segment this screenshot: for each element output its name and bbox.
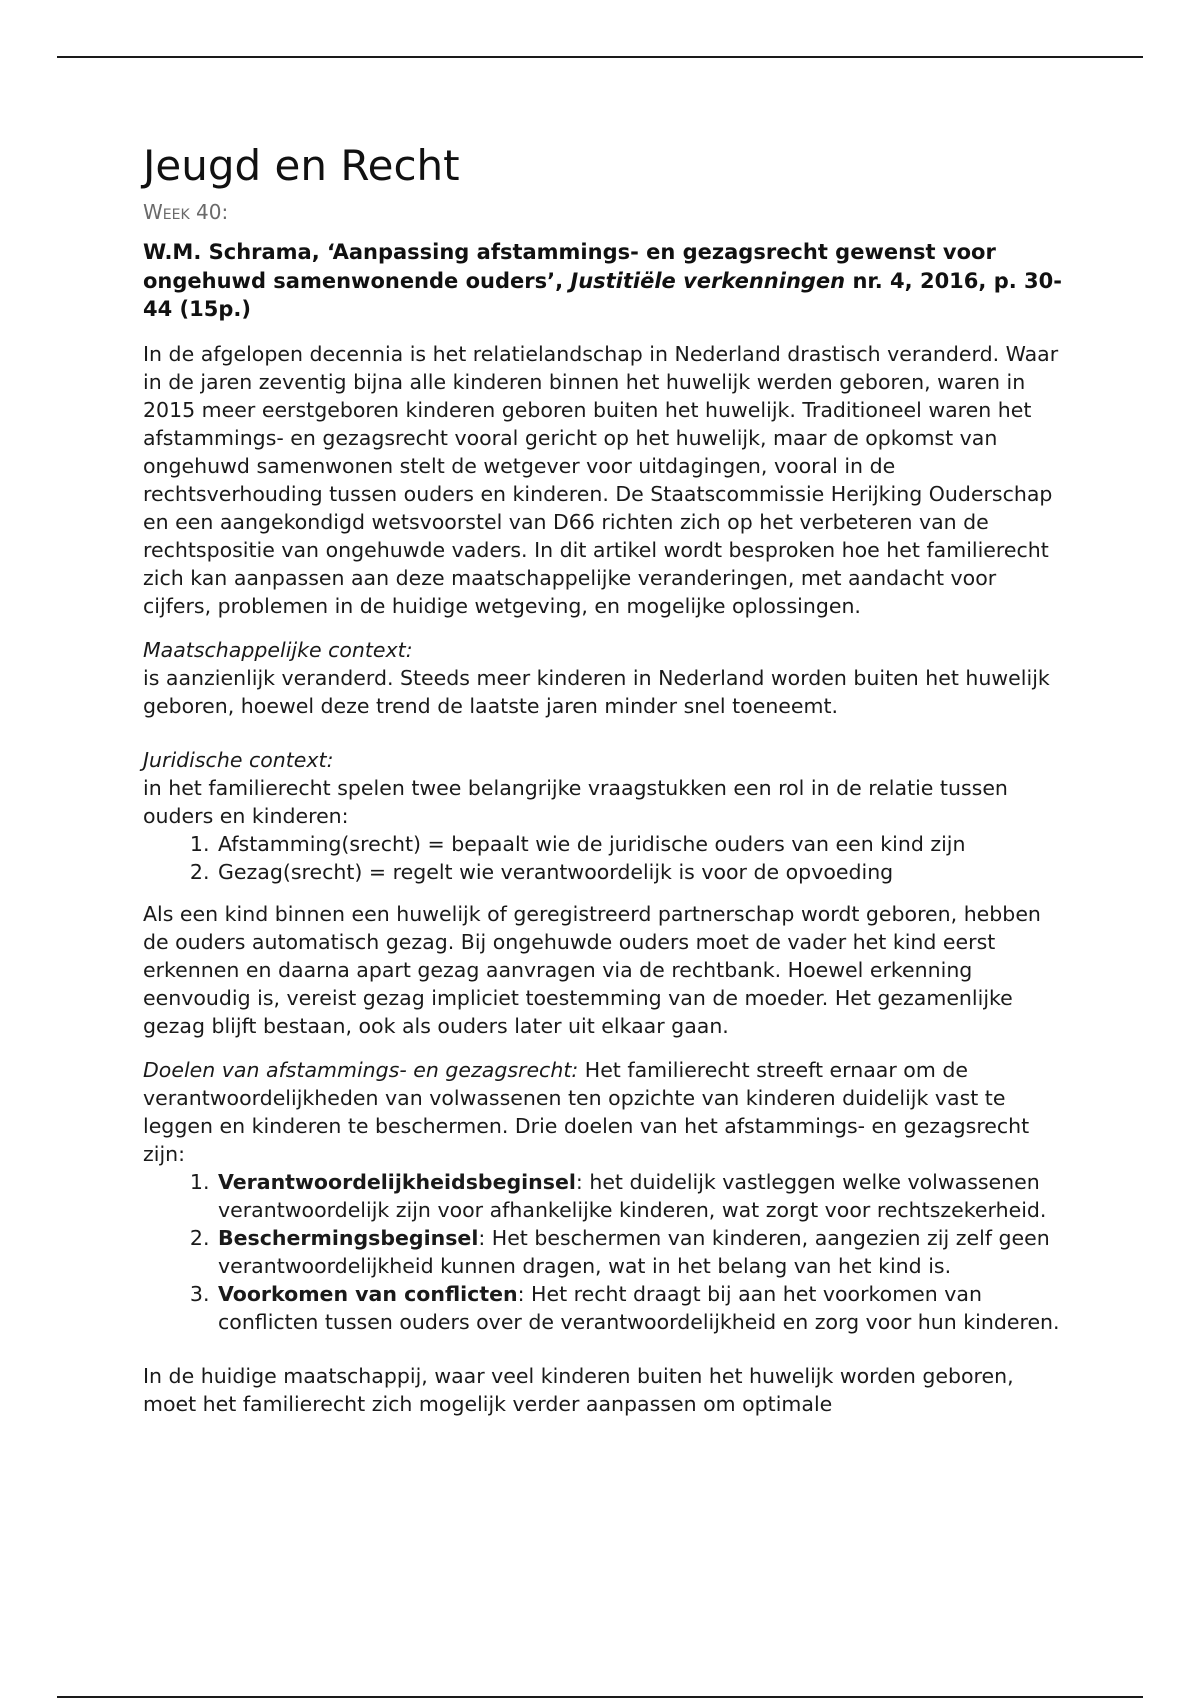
doelen-text: Het familierecht streeft ernaar om de verantwoordelijkheden van volwassenen ten opzichte van kinderen duidelijk vast te leggen en kinderen te beschermen. Drie doelen van het afstammings- en gezagsrecht zijn: — [143, 1057, 1030, 1166]
doelen-list — [143, 1168, 1063, 1336]
document-title: Jeugd en Recht — [143, 141, 460, 190]
list-item: 2. Gezag(srecht) = regelt wie verantwoordelijk is voor de opvoeding — [216, 858, 1063, 886]
juridische-list — [143, 830, 1063, 886]
juridische-context-text: in het familierecht spelen twee belangrijke vraagstukken een rol in de relatie tussen ouders en kinderen: — [143, 775, 1008, 828]
list-item: 1. Afstamming(srecht) = bepaalt wie de juridische ouders van een kind zijn — [216, 830, 1063, 858]
list-item: 1. Verantwoordelijkheidsbeginsel: het duidelijk vastleggen welke volwassenen verantwoordelijk zijn voor afhankelijke kinderen, wat zorgt voor rechtszekerheid. — [216, 1168, 1063, 1224]
maatschappelijke-context-text: is aanzienlijk veranderd. Steeds meer kinderen in Nederland worden buiten het huwelijk geboren, hoewel deze trend de laatste jaren minder snel toeneemt. — [143, 665, 1050, 718]
top-rule — [57, 56, 1143, 58]
doelen-label: Doelen van afstammings- en gezagsrecht: — [143, 1057, 579, 1082]
list-item: 3. Voorkomen van conflicten: Het recht draagt bij aan het voorkomen van conflicten tussen ouders over de verantwoordelijkheid en zorg voor hun kinderen. — [216, 1280, 1063, 1336]
bottom-rule — [57, 1696, 1143, 1698]
citation-part2: nr. 4, 2016, p. 30-44 (15p.) — [143, 268, 1062, 321]
citation-journal: Justitiële verkenningen — [570, 268, 846, 293]
document-body — [143, 140, 1063, 1418]
week-heading: Week 40: — [143, 200, 229, 224]
juridische-context-label: Juridische context: — [143, 747, 334, 772]
closing-paragraph: In de huidige maatschappij, waar veel kinderen buiten het huwelijk worden geboren, moet het familierecht zich mogelijk verder aanpassen om optimale — [143, 1363, 1014, 1416]
gezag-paragraph: Als een kind binnen een huwelijk of geregistreerd partnerschap wordt geboren, hebben de ouders automatisch gezag. Bij ongehuwde ouders moet de vader het kind eerst erkennen en daarna apart gezag aanvragen via de rechtbank. Hoewel erkenning eenvoudig is, vereist gezag impliciet toestemming van de moeder. Het gezamenlijke gezag blijft bestaan, ook als ouders later uit elkaar gaan. — [143, 901, 1041, 1038]
intro-paragraph: In de afgelopen decennia is het relatielandschap in Nederland drastisch veranderd. Waar in de jaren zeventig bijna alle kinderen binnen het huwelijk werden geboren, waren in 2015 meer eerstgeboren kinderen geboren buiten het huwelijk. Traditioneel waren het afstammings- en gezagsrecht vooral gericht op het huwelijk, maar de opkomst van ongehuwd samenwonen stelt de wetgever voor uitdagingen, vooral in de rechtsverhouding tussen ouders en kinderen. De Staatscommissie Herijking Ouderschap en een aangekondigd wetsvoorstel van D66 richten zich op het verbeteren van de rechtspositie van ongehuwde vaders. In dit artikel wordt besproken hoe het familierecht zich kan aanpassen aan deze maatschappelijke veranderingen, met aandacht voor cijfers, problemen in de huidige wetgeving, en mogelijke oplossingen. — [143, 341, 1059, 618]
list-item: 2. Beschermingsbeginsel: Het beschermen van kinderen, aangezien zij zelf geen verantwoordelijkheid kunnen dragen, wat in het belang van het kind is. — [216, 1224, 1063, 1280]
maatschappelijke-context-label: Maatschappelijke context: — [143, 637, 413, 662]
doelen-paragraph — [143, 1056, 1063, 1168]
article-citation — [143, 238, 1063, 324]
citation-part1: W.M. Schrama, ‘Aanpassing afstammings- en gezagsrecht gewenst voor ongehuwd samenwonende ouders’, — [143, 240, 996, 293]
